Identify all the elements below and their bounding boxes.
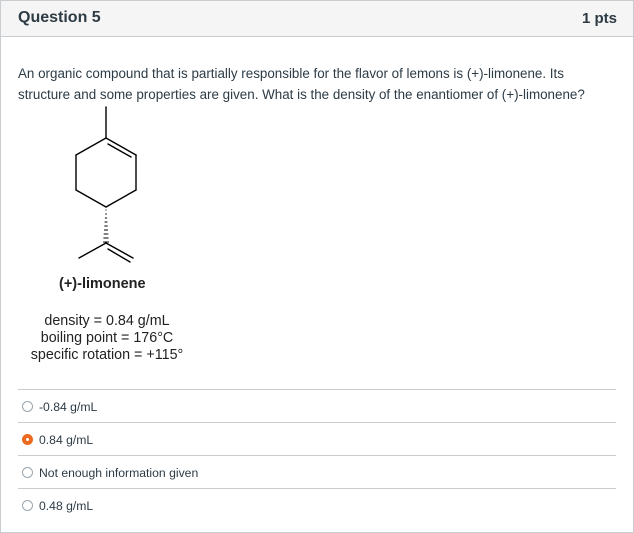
answer-option-2[interactable] bbox=[18, 422, 616, 455]
radio-button-selected[interactable] bbox=[22, 434, 33, 445]
question-header bbox=[1, 1, 633, 37]
radio-button[interactable] bbox=[22, 401, 33, 412]
answer-label[interactable]: 0.48 g/mL bbox=[39, 499, 94, 513]
question-points: 1 pts bbox=[581, 10, 617, 27]
density-text: density = 0.84 g/mL bbox=[44, 313, 170, 329]
question-text: An organic compound that is partially responsible for the flavor of lemons is (+)-limonene. Its structure and some properties are given. What is the density of the enantiomer of (+)-limonene? bbox=[18, 66, 585, 102]
answer-label[interactable]: -0.84 g/mL bbox=[39, 400, 98, 414]
answer-label[interactable]: 0.84 g/mL bbox=[39, 433, 94, 447]
radio-button[interactable] bbox=[22, 467, 33, 478]
compound-properties bbox=[19, 313, 195, 364]
answer-label[interactable]: Not enough information given bbox=[39, 466, 199, 480]
answer-option-3[interactable] bbox=[18, 455, 616, 488]
answer-option-1[interactable] bbox=[18, 389, 616, 422]
radio-button[interactable] bbox=[22, 500, 33, 511]
answer-list bbox=[18, 389, 616, 521]
boiling-point-text: boiling point = 176°C bbox=[40, 330, 174, 346]
limonene-structure-image bbox=[61, 105, 151, 265]
answer-option-4[interactable] bbox=[18, 488, 616, 521]
specific-rotation-text: specific rotation = +115° bbox=[30, 347, 184, 363]
compound-name: (+)-limonene bbox=[59, 276, 146, 292]
question-title: Question 5 bbox=[18, 9, 101, 26]
